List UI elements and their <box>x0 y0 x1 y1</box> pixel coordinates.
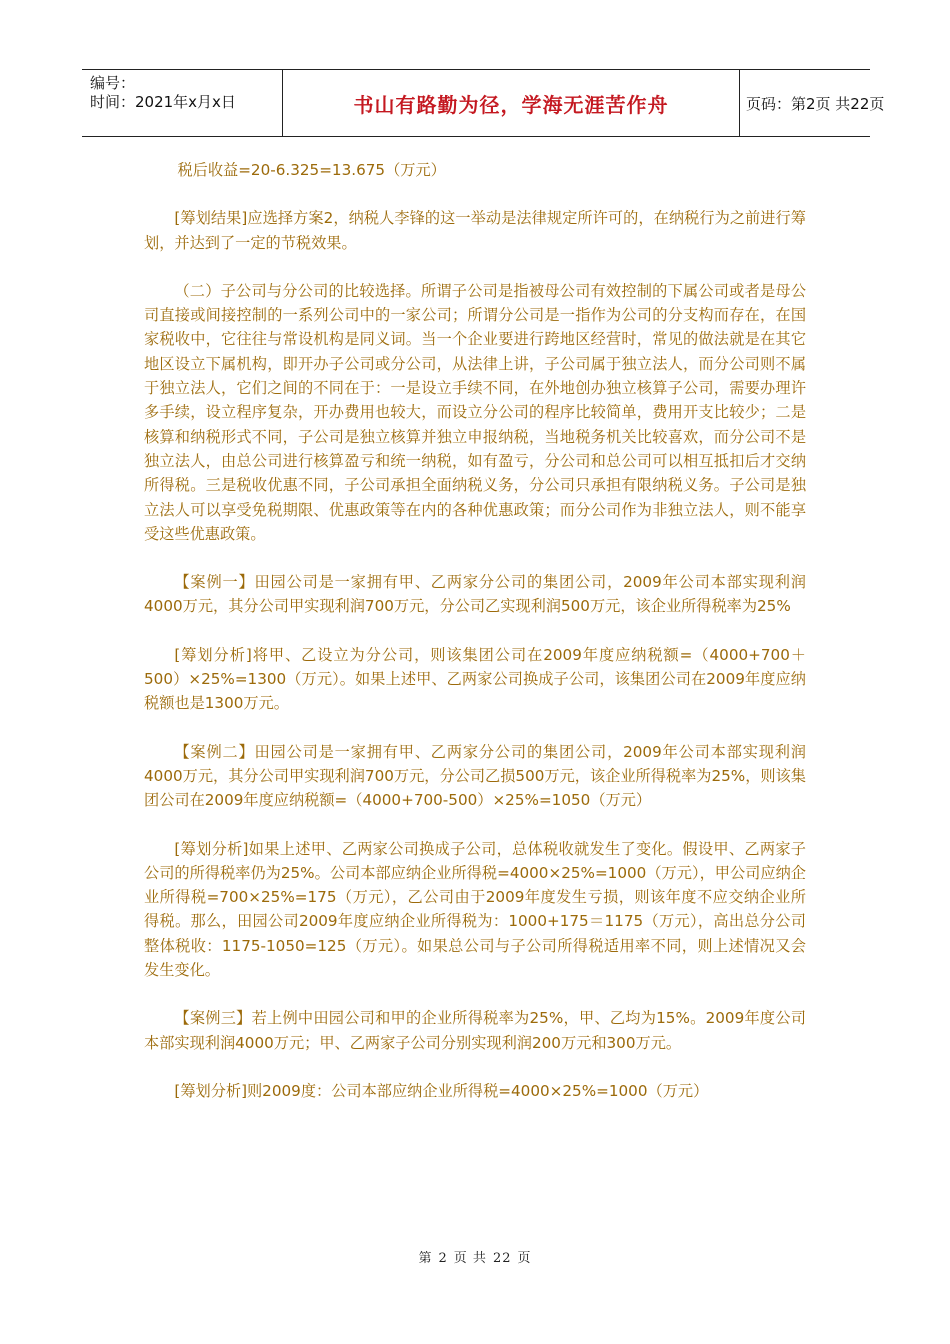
footer-suffix: 页 <box>517 1251 532 1266</box>
footer-current-page: 2 <box>438 1251 448 1266</box>
header-page-info: 页码：第2页 共22页 <box>746 94 885 113</box>
paragraph-subsidiary-vs-branch: （二）子公司与分公司的比较选择。所谓子公司是指被母公司有效控制的下属公司或者是母公司直接或间接控制的一系列公司中的一家公司；所谓分公司是一指作为公司的分支构而存在，在国家税收中，它往往与常设机构是同义词。当一个企业要进行跨地区经营时，常见的做法就是在其它地区设立下属机构，即开办子公司或分公司，从法律上讲，子公司属于独立法人，而分公司则不属于独立法人，它们之间的不同在于：一是设立手续不同，在外地创办独立核算子公司，需要办理许多手续，设立程序复杂，开办费用也较大，而设立分公司的程序比较简单，费用开支比较少；二是核算和纳税形式不同，子公司是独立核算并独立申报纳税，当地税务机关比较喜欢，而分公司不是独立法人，由总公司进行核算盈亏和统一纳税，如有盈亏，分公司和总公司可以相互抵扣后才交纳所得税。三是税收优惠不同，子公司承担全面纳税义务，分公司只承担有限纳税义务。子公司是独立法人可以享受免税期限、优惠政策等在内的各种优惠政策；而分公司作为非独立法人，则不能享受这些优惠政策。 <box>144 281 806 543</box>
footer-middle: 页 共 <box>453 1251 487 1266</box>
header-motto-cell <box>282 70 740 136</box>
document-time-label: 时间：2021年x月x日 <box>90 93 236 111</box>
paragraph-planning-result: [筹划结果]应选择方案2，纳税人李锋的这一举动是法律规定所许可的，在纳税行为之前进行筹划，并达到了一定的节税效果。 <box>144 209 806 252</box>
header-page-cell <box>738 70 885 136</box>
footer-prefix: 第 <box>418 1251 433 1266</box>
page-footer <box>0 1247 950 1266</box>
document-number-label: 编号： <box>90 74 136 92</box>
paragraph-analysis-one: [筹划分析]将甲、乙设立为分公司，则该集团公司在2009年度应纳税额=（4000+700＋500）×25%=1300（万元）。如果上述甲、乙两家公司换成子公司，该集团公司在2009年度应纳税额也是1300万元。 <box>144 645 806 713</box>
header-motto: 书山有路勤为径，学海无涯苦作舟 <box>353 92 669 117</box>
paragraph-case-one: 【案例一】田园公司是一家拥有甲、乙两家分公司的集团公司，2009年公司本部实现利润4000万元，其分公司甲实现利润700万元，分公司乙实现利润500万元，该企业所得税率为25% <box>144 573 806 616</box>
paragraph-after-tax-income: 税后收益=20-6.325=13.675（万元） <box>177 161 446 179</box>
document-body <box>144 158 806 1103</box>
footer-total-pages: 22 <box>492 1251 512 1266</box>
paragraph-case-three: 【案例三】若上例中田园公司和甲的企业所得税率为25%，甲、乙均为15%。2009年度公司本部实现利润4000万元；甲、乙两家子公司分别实现利润200万元和300万元。 <box>144 1009 806 1052</box>
page-header <box>82 69 885 137</box>
paragraph-analysis-three: [筹划分析]则2009度：公司本部应纳企业所得税=4000×25%=1000（万元） <box>174 1081 709 1100</box>
header-meta <box>82 70 282 136</box>
paragraph-analysis-two: [筹划分析]如果上述甲、乙两家公司换成子公司，总体税收就发生了变化。假设甲、乙两家子公司的所得税率仍为25%。公司本部应纳企业所得税=4000×25%=1000（万元），甲公司应纳企业所得税=700×25%=175（万元），乙公司由于2009年度发生亏损，则该年度不应交纳企业所得税。那么，田园公司2009年度应纳企业所得税为：1000+175＝1175（万元），高出总分公司整体税收：1175-1050=125（万元）。如果总公司与子公司所得税适用率不同，则上述情况又会发生变化。 <box>144 839 806 980</box>
paragraph-case-two: 【案例二】田园公司是一家拥有甲、乙两家分公司的集团公司，2009年公司本部实现利润4000万元，其分公司甲实现利润700万元，分公司乙损500万元，该企业所得税率为25%，则该集团公司在2009年度应纳税额=（4000+700-500）×25%=1050（万元） <box>144 742 806 810</box>
